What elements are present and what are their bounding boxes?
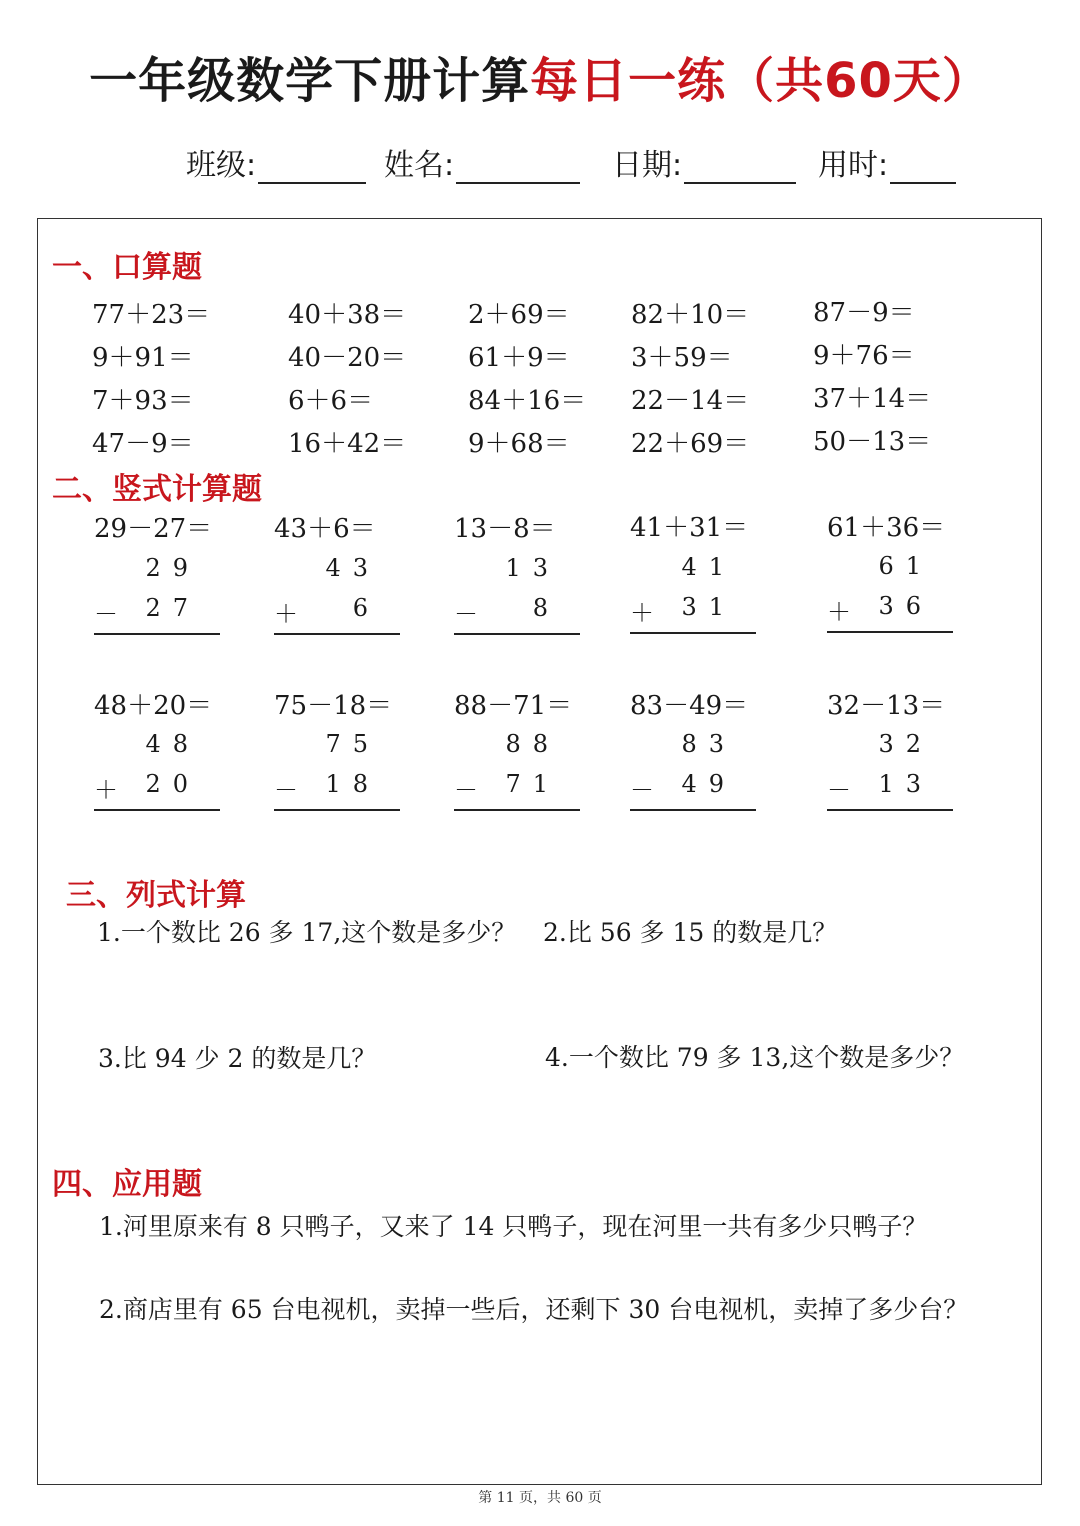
equation-question-1: 1.一个数比 26 多 17,这个数是多少？ <box>97 918 517 947</box>
mental-problem: 77＋23＝ <box>92 300 211 330</box>
page-title <box>0 42 1080 111</box>
mental-problem: 61＋9＝ <box>468 343 570 373</box>
vertical-operator: － <box>827 776 851 804</box>
vertical-operator: ＋ <box>94 776 118 804</box>
mental-problem: 6＋6＝ <box>288 386 374 416</box>
mental-problem: 3＋59＝ <box>631 343 733 373</box>
vertical-top-number: 29 <box>145 554 200 582</box>
vertical-bottom-number: 6 <box>352 594 380 622</box>
vertical-problem <box>94 730 220 810</box>
name-blank[interactable] <box>456 152 580 184</box>
mental-problem: 82＋10＝ <box>631 300 750 330</box>
vertical-top-number: 48 <box>145 730 200 758</box>
equation-question-3: 3.比 94 少 2 的数是几？ <box>98 1044 377 1073</box>
date-label: 日期: <box>612 148 683 183</box>
vertical-problem-equation: 41＋31＝ <box>630 513 749 543</box>
vertical-problem <box>827 730 953 810</box>
equation-question-2: 2.比 56 多 15 的数是几？ <box>543 918 838 947</box>
equation-question-4: 4.一个数比 79 多 13,这个数是多少？ <box>545 1043 965 1072</box>
vertical-bottom-number: 36 <box>878 592 933 620</box>
vertical-operator: ＋ <box>274 600 298 628</box>
section4-title: 四、应用题 <box>52 1167 202 1202</box>
vertical-bottom-number: 27 <box>145 594 200 622</box>
vertical-problem-equation: 32－13＝ <box>827 691 946 721</box>
vertical-problem-equation: 48＋20＝ <box>94 691 213 721</box>
title-main: 一年级数学下册计算 <box>89 53 531 109</box>
vertical-top-number: 88 <box>505 730 560 758</box>
mental-problem: 50－13＝ <box>813 427 932 457</box>
vertical-top-number: 61 <box>878 552 933 580</box>
vertical-problem <box>274 554 400 634</box>
class-field[interactable] <box>186 140 366 184</box>
mental-problem: 84＋16＝ <box>468 386 587 416</box>
vertical-bottom-number: 71 <box>505 770 560 798</box>
vertical-problem-equation: 83－49＝ <box>630 691 749 721</box>
vertical-bottom-number: 31 <box>681 593 736 621</box>
mental-problem: 37＋14＝ <box>813 384 932 414</box>
date-field[interactable] <box>612 140 796 184</box>
vertical-answer-line[interactable] <box>630 809 756 811</box>
vertical-top-number: 83 <box>681 730 736 758</box>
mental-problem: 9＋76＝ <box>813 341 915 371</box>
vertical-bottom-number: 13 <box>878 770 933 798</box>
time-blank[interactable] <box>890 152 956 184</box>
mental-problem: 40＋38＝ <box>288 300 407 330</box>
time-field[interactable] <box>818 140 956 184</box>
page-footer: 第 11 页，共 60 页 <box>478 1490 602 1506</box>
vertical-answer-line[interactable] <box>274 633 400 635</box>
mental-problem: 16＋42＝ <box>288 429 407 459</box>
vertical-top-number: 43 <box>325 554 380 582</box>
vertical-problem-equation: 61＋36＝ <box>827 513 946 543</box>
vertical-operator: － <box>454 776 478 804</box>
vertical-problem <box>94 554 220 634</box>
vertical-problem <box>630 553 756 633</box>
word-problem-1: 1.河里原来有 8 只鸭子，又来了 14 只鸭子，现在河里一共有多少只鸭子？ <box>99 1212 928 1241</box>
vertical-operator: － <box>454 600 478 628</box>
mental-problem: 47－9＝ <box>92 429 194 459</box>
vertical-top-number: 32 <box>878 730 933 758</box>
vertical-top-number: 13 <box>505 554 560 582</box>
vertical-problem-equation: 13－8＝ <box>454 514 556 544</box>
vertical-answer-line[interactable] <box>94 633 220 635</box>
date-blank[interactable] <box>684 152 796 184</box>
vertical-operator: － <box>274 776 298 804</box>
vertical-operator: ＋ <box>827 598 851 626</box>
vertical-bottom-number: 20 <box>145 770 200 798</box>
vertical-problem <box>274 730 400 810</box>
section1-title: 一、口算题 <box>52 250 202 285</box>
mental-problem: 9＋68＝ <box>468 429 570 459</box>
vertical-problem <box>454 730 580 810</box>
time-label: 用时: <box>818 148 889 183</box>
vertical-operator: ＋ <box>630 599 654 627</box>
mental-problem: 22＋69＝ <box>631 429 750 459</box>
vertical-answer-line[interactable] <box>94 809 220 811</box>
vertical-operator: － <box>630 776 654 804</box>
vertical-top-number: 75 <box>325 730 380 758</box>
vertical-bottom-number: 18 <box>325 770 380 798</box>
class-blank[interactable] <box>258 152 366 184</box>
title-highlight: 每日一练（共60天） <box>530 53 991 109</box>
vertical-problem-equation: 29－27＝ <box>94 514 213 544</box>
name-field[interactable] <box>384 140 580 184</box>
vertical-problem-equation: 75－18＝ <box>274 691 393 721</box>
vertical-answer-line[interactable] <box>827 631 953 633</box>
mental-problem: 9＋91＝ <box>92 343 194 373</box>
vertical-problem-equation: 43＋6＝ <box>274 514 376 544</box>
vertical-operator: － <box>94 600 118 628</box>
vertical-answer-line[interactable] <box>454 809 580 811</box>
mental-problem: 22－14＝ <box>631 386 750 416</box>
vertical-answer-line[interactable] <box>827 809 953 811</box>
word-problem-2: 2.商店里有 65 台电视机，卖掉一些后，还剩下 30 台电视机，卖掉了多少台？ <box>99 1295 969 1324</box>
class-label: 班级: <box>186 148 257 183</box>
mental-problem: 2＋69＝ <box>468 300 570 330</box>
mental-problem: 40－20＝ <box>288 343 407 373</box>
vertical-problem <box>630 730 756 810</box>
vertical-problem <box>454 554 580 634</box>
vertical-top-number: 41 <box>681 553 736 581</box>
vertical-problem-equation: 88－71＝ <box>454 691 573 721</box>
mental-problem: 7＋93＝ <box>92 386 194 416</box>
vertical-answer-line[interactable] <box>274 809 400 811</box>
vertical-bottom-number: 8 <box>532 594 560 622</box>
name-label: 姓名: <box>384 148 455 183</box>
vertical-answer-line[interactable] <box>630 632 756 634</box>
mental-problem: 87－9＝ <box>813 298 915 328</box>
vertical-answer-line[interactable] <box>454 633 580 635</box>
section2-title: 二、竖式计算题 <box>52 472 262 507</box>
section3-title: 三、列式计算 <box>66 878 246 913</box>
vertical-problem <box>827 552 953 632</box>
vertical-bottom-number: 49 <box>681 770 736 798</box>
